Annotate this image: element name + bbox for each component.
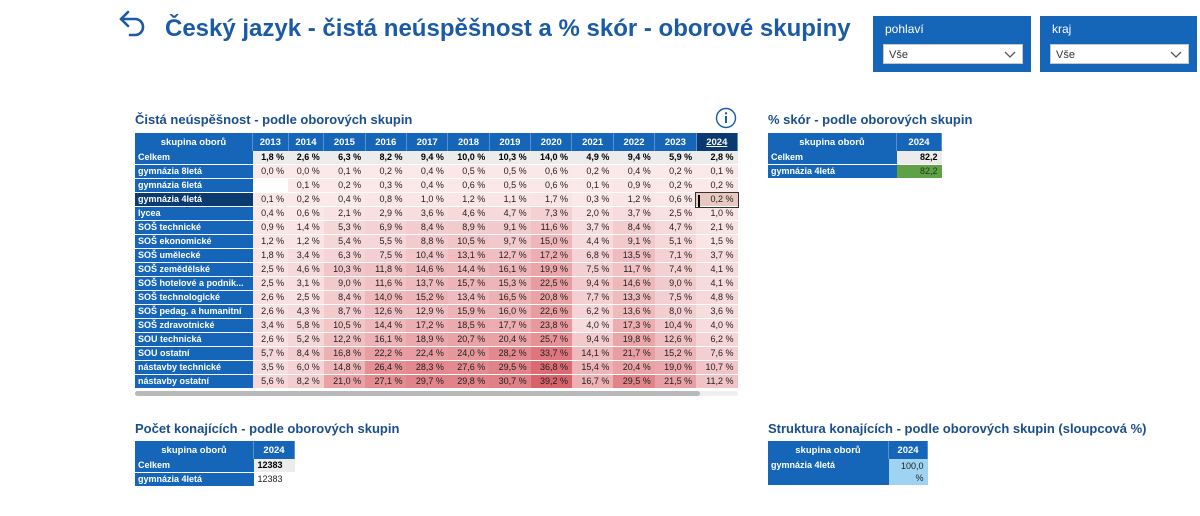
value-cell: 29,7 % [406, 375, 447, 389]
value-cell: 0,5 % [489, 165, 530, 179]
structure-value [889, 459, 928, 486]
value-cell: 0,2 % [655, 165, 696, 179]
value-cell: 9,7 % [489, 235, 530, 249]
value-cell: 2,0 % [572, 207, 613, 221]
value-cell: 30,7 % [489, 375, 530, 389]
value-cell: 3,4 % [288, 249, 324, 263]
value-cell: 9,0 % [655, 277, 696, 291]
structure-year-header[interactable]: 2024 [889, 441, 928, 459]
row-label[interactable]: SOŠ umělecké [135, 249, 253, 263]
value-cell: 29,8 % [448, 375, 489, 389]
score-table [768, 133, 942, 179]
value-cell: 39,2 % [531, 375, 572, 389]
value-cell: 2,6 % [253, 305, 289, 319]
chevron-down-icon [1004, 51, 1016, 59]
value-cell: 5,7 % [253, 347, 289, 361]
row-label[interactable]: SOŠ hotelové a podnik... [135, 277, 253, 291]
value-cell: 3,6 % [406, 207, 447, 221]
value-cell: 29,5 % [489, 361, 530, 375]
value-cell: 16,7 % [572, 375, 613, 389]
value-cell: 0,2 % [572, 165, 613, 179]
value-cell: 5,1 % [655, 235, 696, 249]
value-cell: 14,1 % [572, 347, 613, 361]
value-cell: 1,2 % [288, 235, 324, 249]
value-cell: 12,6 % [655, 333, 696, 347]
value-cell: 2,5 % [288, 291, 324, 305]
value-cell: 2,1 % [696, 221, 737, 235]
value-cell: 4,7 % [489, 207, 530, 221]
value-cell: 17,2 % [406, 319, 447, 333]
count-value: 12383 [254, 459, 295, 473]
value-cell: 8,7 % [324, 305, 365, 319]
value-cell: 16,8 % [324, 347, 365, 361]
value-cell: 0,4 % [406, 179, 447, 193]
row-label[interactable]: SOU ostatní [135, 347, 253, 361]
gender-filter [873, 16, 1031, 72]
value-cell: 3,7 % [572, 221, 613, 235]
year-column-header[interactable]: 2018 [448, 133, 489, 151]
table-row[interactable] [135, 305, 738, 319]
year-column-header[interactable]: 2015 [324, 133, 365, 151]
value-cell: 1,1 % [489, 193, 530, 207]
table-row[interactable] [135, 249, 738, 263]
value-cell: 14,0 % [365, 291, 406, 305]
year-column-header[interactable]: 2016 [365, 133, 406, 151]
region-dropdown-value: Vše [1056, 49, 1075, 61]
value-cell: 0,6 % [288, 207, 324, 221]
value-cell: 0,2 % [696, 179, 737, 193]
table-row[interactable] [135, 473, 295, 487]
value-cell: 0,4 % [406, 165, 447, 179]
year-column-header[interactable]: 2021 [572, 133, 613, 151]
value-cell: 5,5 % [365, 235, 406, 249]
value-cell: 18,5 % [448, 319, 489, 333]
row-label[interactable]: gymnázia 4letá [768, 459, 889, 486]
year-column-header[interactable]: 2023 [655, 133, 696, 151]
value-cell: 1,0 % [696, 207, 737, 221]
value-cell: 0,6 % [531, 165, 572, 179]
value-cell: 10,0 % [448, 151, 489, 165]
value-cell: 8,0 % [655, 305, 696, 319]
value-cell: 9,1 % [489, 221, 530, 235]
value-cell: 0,9 % [253, 221, 289, 235]
table-row[interactable] [135, 263, 738, 277]
value-cell: 12,6 % [365, 305, 406, 319]
value-cell: 3,5 % [253, 361, 289, 375]
value-cell: 6,2 % [696, 333, 737, 347]
value-cell: 8,4 % [406, 221, 447, 235]
value-cell: 10,5 % [448, 235, 489, 249]
value-cell: 0,4 % [324, 193, 365, 207]
value-cell: 6,3 % [324, 151, 365, 165]
table-row[interactable] [768, 165, 942, 179]
value-cell: 2,5 % [253, 263, 289, 277]
value-cell: 15,2 % [655, 347, 696, 361]
value-cell: 22,5 % [531, 277, 572, 291]
value-cell: 2,5 % [655, 207, 696, 221]
value-cell: 11,6 % [365, 277, 406, 291]
value-cell: 0,1 % [572, 179, 613, 193]
value-cell: 5,6 % [253, 375, 289, 389]
value-cell: 11,2 % [696, 375, 737, 389]
value-cell: 0,2 % [696, 193, 737, 207]
value-cell: 8,2 % [288, 375, 324, 389]
value-cell: 36,8 % [531, 361, 572, 375]
value-cell: 10,3 % [324, 263, 365, 277]
count-table-title: Počet konajících - podle oborových skupin [135, 421, 400, 436]
value-cell: 10,3 % [489, 151, 530, 165]
value-cell: 21,5 % [655, 375, 696, 389]
value-cell: 4,3 % [288, 305, 324, 319]
value-cell: 6,2 % [572, 305, 613, 319]
value-cell: 8,4 % [613, 221, 654, 235]
value-cell: 8,4 % [288, 347, 324, 361]
value-cell: 21,0 % [324, 375, 365, 389]
undo-arrow-icon [116, 6, 152, 40]
value-cell: 6,0 % [288, 361, 324, 375]
value-cell: 6,8 % [572, 249, 613, 263]
table-row[interactable] [135, 291, 738, 305]
value-cell: 4,4 % [572, 235, 613, 249]
value-cell: 11,7 % [613, 263, 654, 277]
value-cell: 20,7 % [448, 333, 489, 347]
value-cell: 13,4 % [448, 291, 489, 305]
value-cell: 4,8 % [696, 291, 737, 305]
value-cell: 11,6 % [531, 221, 572, 235]
row-label[interactable]: SOU technická [135, 333, 253, 347]
year-column-header[interactable]: 2024 [696, 133, 737, 151]
region-filter [1040, 16, 1197, 72]
value-cell: 0,2 % [365, 165, 406, 179]
value-cell: 1,0 % [406, 193, 447, 207]
value-cell: 4,6 % [288, 263, 324, 277]
page-title: Český jazyk - čistá neúspěšnost a % skór - oborové skupiny [165, 15, 851, 42]
table-row[interactable] [135, 375, 738, 389]
row-label[interactable]: gymnázia 4letá [135, 193, 253, 207]
value-cell: 14,6 % [613, 277, 654, 291]
value-cell: 5,4 % [324, 235, 365, 249]
value-cell: 2,5 % [253, 277, 289, 291]
year-column-header[interactable]: 2022 [613, 133, 654, 151]
value-cell: 16,0 % [489, 305, 530, 319]
value-cell: 23,8 % [531, 319, 572, 333]
value-cell: 0,4 % [253, 207, 289, 221]
year-column-header[interactable]: 2019 [489, 133, 530, 151]
value-cell: 8,4 % [324, 291, 365, 305]
value-cell: 18,9 % [406, 333, 447, 347]
value-cell: 0,5 % [448, 165, 489, 179]
row-label[interactable]: SOŠ pedag. a humanitní [135, 305, 253, 319]
structure-table-title: Struktura konajících - podle oborových skupin (sloupcová %) [768, 421, 1147, 436]
value-cell: 0,4 % [613, 165, 654, 179]
value-cell: 27,6 % [448, 361, 489, 375]
value-cell: 15,2 % [406, 291, 447, 305]
value-cell: 28,3 % [406, 361, 447, 375]
value-cell: 9,4 % [406, 151, 447, 165]
score-value: 82,2 [897, 151, 942, 165]
value-cell: 2,6 % [288, 151, 324, 165]
table-row[interactable] [135, 235, 738, 249]
value-cell: 7,3 % [531, 207, 572, 221]
value-cell: 9,4 % [572, 333, 613, 347]
value-cell: 7,5 % [365, 249, 406, 263]
value-cell: 2,9 % [365, 207, 406, 221]
gender-filter-label: pohlaví [885, 22, 924, 36]
text-cursor [698, 195, 700, 207]
value-cell: 4,0 % [696, 319, 737, 333]
value-cell: 2,8 % [696, 151, 737, 165]
value-cell: 7,1 % [655, 249, 696, 263]
table-row[interactable] [135, 221, 738, 235]
row-label[interactable]: gymnázia 8letá [135, 165, 253, 179]
value-cell: 11,8 % [365, 263, 406, 277]
group-column-header[interactable]: skupina oborů [135, 133, 253, 151]
value-cell: 27,1 % [365, 375, 406, 389]
value-cell: 15,4 % [572, 361, 613, 375]
value-cell: 4,1 % [696, 263, 737, 277]
chevron-down-icon [1170, 51, 1182, 59]
value-cell: 22,6 % [531, 305, 572, 319]
value-cell: 4,7 % [655, 221, 696, 235]
value-cell: 2,1 % [324, 207, 365, 221]
score-year-header[interactable]: 2024 [897, 133, 942, 151]
score-table-title: % skór - podle oborových skupin [768, 112, 973, 127]
value-cell: 8,9 % [448, 221, 489, 235]
year-column-header[interactable]: 2014 [288, 133, 324, 151]
count-year-header[interactable]: 2024 [254, 441, 295, 459]
value-cell: 16,1 % [365, 333, 406, 347]
year-column-header[interactable]: 2013 [253, 133, 289, 151]
value-cell: 9,0 % [324, 277, 365, 291]
value-cell: 1,5 % [696, 235, 737, 249]
value-cell: 0,3 % [365, 179, 406, 193]
value-cell: 1,7 % [531, 193, 572, 207]
value-cell: 0,8 % [365, 193, 406, 207]
value-cell: 15,0 % [531, 235, 572, 249]
value-cell: 3,7 % [613, 207, 654, 221]
value-cell: 0,2 % [324, 179, 365, 193]
value-cell: 0,0 % [253, 165, 289, 179]
value-cell: 26,4 % [365, 361, 406, 375]
value-cell: 4,6 % [448, 207, 489, 221]
value-cell: 8,2 % [365, 151, 406, 165]
value-cell: 9,4 % [613, 151, 654, 165]
value-cell: 15,7 % [448, 277, 489, 291]
gender-dropdown-value: Vše [889, 49, 908, 61]
info-icon[interactable] [715, 107, 737, 129]
value-cell: 2,6 % [253, 291, 289, 305]
value-cell: 5,9 % [655, 151, 696, 165]
table-row[interactable] [135, 361, 738, 375]
value-cell: 14,8 % [324, 361, 365, 375]
row-label[interactable]: SOŠ zemědělské [135, 263, 253, 277]
value-cell: 7,4 % [655, 263, 696, 277]
table-row[interactable] [135, 277, 738, 291]
value-cell: 6,9 % [365, 221, 406, 235]
value-cell: 17,3 % [613, 319, 654, 333]
value-cell: 1,2 % [613, 193, 654, 207]
failure-table [135, 133, 738, 389]
value-cell: 1,4 % [288, 221, 324, 235]
value-cell: 20,4 % [489, 333, 530, 347]
row-label[interactable]: SOŠ zdravotnické [135, 319, 253, 333]
value-cell: 7,5 % [572, 263, 613, 277]
table-row[interactable] [135, 319, 738, 333]
value-cell: 25,7 % [531, 333, 572, 347]
value-cell: 13,1 % [448, 249, 489, 263]
value-cell: 19,8 % [613, 333, 654, 347]
table-row[interactable] [768, 151, 942, 165]
value-cell: 4,1 % [696, 277, 737, 291]
value-cell: 10,5 % [324, 319, 365, 333]
count-group-header[interactable]: skupina oborů [135, 441, 254, 459]
value-cell: 0,2 % [288, 193, 324, 207]
table-row[interactable] [135, 333, 738, 347]
row-label[interactable]: SOŠ technologické [135, 291, 253, 305]
value-cell: 0,1 % [696, 165, 737, 179]
table-row[interactable] [768, 459, 928, 486]
row-label[interactable]: gymnázia 6letá [135, 179, 253, 193]
value-cell [253, 179, 289, 193]
value-cell: 0,1 % [288, 179, 324, 193]
value-cell: 13,5 % [613, 249, 654, 263]
value-cell: 15,3 % [489, 277, 530, 291]
value-cell: 10,4 % [406, 249, 447, 263]
value-cell: 33,7 % [531, 347, 572, 361]
year-column-header[interactable]: 2020 [531, 133, 572, 151]
value-cell: 17,2 % [531, 249, 572, 263]
value-cell: 3,1 % [288, 277, 324, 291]
count-value: 12383 [254, 473, 295, 487]
value-cell: 13,3 % [613, 291, 654, 305]
value-cell: 0,6 % [448, 179, 489, 193]
value-cell: 7,5 % [655, 291, 696, 305]
value-cell: 29,5 % [613, 375, 654, 389]
value-cell: 0,5 % [489, 179, 530, 193]
row-label[interactable]: SOŠ ekonomické [135, 235, 253, 249]
value-cell: 0,3 % [572, 193, 613, 207]
table-row[interactable] [135, 459, 295, 473]
value-cell: 6,3 % [324, 249, 365, 263]
row-label[interactable]: Celkem [135, 459, 254, 473]
value-cell: 13,6 % [613, 305, 654, 319]
value-cell: 12,9 % [406, 305, 447, 319]
value-cell: 8,8 % [406, 235, 447, 249]
table-row[interactable] [135, 165, 738, 179]
value-cell: 24,0 % [448, 347, 489, 361]
value-cell: 20,4 % [613, 361, 654, 375]
row-label[interactable]: gymnázia 4letá [768, 165, 897, 179]
region-dropdown[interactable] [1050, 44, 1189, 64]
value-cell: 9,4 % [572, 277, 613, 291]
value-cell: 5,8 % [288, 319, 324, 333]
count-table [135, 441, 295, 487]
value-cell: 7,6 % [696, 347, 737, 361]
table-row[interactable] [135, 193, 738, 207]
value-cell: 1,8 % [253, 151, 289, 165]
value-cell: 19,9 % [531, 263, 572, 277]
row-label[interactable]: Celkem [768, 151, 897, 165]
value-cell: 10,4 % [655, 319, 696, 333]
value-cell: 0,2 % [655, 179, 696, 193]
value-cell: 4,9 % [572, 151, 613, 165]
table-row[interactable] [135, 179, 738, 193]
value-cell: 21,7 % [613, 347, 654, 361]
value-cell: 0,6 % [655, 193, 696, 207]
value-cell: 19,0 % [655, 361, 696, 375]
value-cell: 9,1 % [613, 235, 654, 249]
value-cell: 3,7 % [696, 249, 737, 263]
region-filter-label: kraj [1052, 22, 1072, 36]
value-cell: 20,8 % [531, 291, 572, 305]
value-cell: 14,4 % [365, 319, 406, 333]
value-cell: 15,9 % [448, 305, 489, 319]
back-button[interactable] [116, 6, 152, 40]
gender-dropdown[interactable] [883, 44, 1023, 64]
value-cell: 12,2 % [324, 333, 365, 347]
structure-value-number: 100,0 [900, 461, 924, 471]
value-cell: 12,7 % [489, 249, 530, 263]
value-cell: 0,1 % [253, 193, 289, 207]
value-cell: 7,7 % [572, 291, 613, 305]
row-label[interactable]: gymnázia 4letá [135, 473, 254, 487]
value-cell: 0,9 % [613, 179, 654, 193]
failure-table-title: Čistá neúspěšnost - podle oborových skupin [135, 112, 413, 127]
table-row[interactable] [135, 207, 738, 221]
row-label[interactable]: SOŠ technické [135, 221, 253, 235]
value-cell: 0,1 % [324, 165, 365, 179]
horizontal-scrollbar[interactable] [135, 391, 700, 396]
table-row[interactable] [135, 347, 738, 361]
value-cell: 16,1 % [489, 263, 530, 277]
row-label[interactable]: lycea [135, 207, 253, 221]
row-label[interactable]: Celkem [135, 151, 253, 165]
structure-value-unit: % [915, 473, 924, 483]
value-cell: 1,2 % [253, 235, 289, 249]
value-cell: 14,6 % [406, 263, 447, 277]
value-cell: 0,6 % [531, 179, 572, 193]
row-label[interactable]: nástavby technické [135, 361, 253, 375]
row-label[interactable]: nástavby ostatní [135, 375, 253, 389]
value-cell: 5,2 % [288, 333, 324, 347]
value-cell: 13,7 % [406, 277, 447, 291]
value-cell: 1,8 % [253, 249, 289, 263]
value-cell: 5,3 % [324, 221, 365, 235]
table-row[interactable] [135, 151, 738, 165]
value-cell: 16,5 % [489, 291, 530, 305]
value-cell: 22,4 % [406, 347, 447, 361]
score-group-header[interactable]: skupina oborů [768, 133, 897, 151]
value-cell: 22,2 % [365, 347, 406, 361]
structure-group-header[interactable]: skupina oborů [768, 441, 889, 459]
score-value: 82,2 [897, 165, 942, 179]
value-cell: 2,6 % [253, 333, 289, 347]
value-cell: 17,7 % [489, 319, 530, 333]
value-cell: 4,0 % [572, 319, 613, 333]
value-cell: 0,0 % [288, 165, 324, 179]
structure-table [768, 441, 928, 486]
year-column-header[interactable]: 2017 [406, 133, 447, 151]
value-cell: 3,4 % [253, 319, 289, 333]
value-cell: 14,0 % [531, 151, 572, 165]
value-cell: 14,4 % [448, 263, 489, 277]
value-cell: 10,7 % [696, 361, 737, 375]
value-cell: 1,2 % [448, 193, 489, 207]
value-cell: 3,6 % [696, 305, 737, 319]
value-cell: 28,2 % [489, 347, 530, 361]
